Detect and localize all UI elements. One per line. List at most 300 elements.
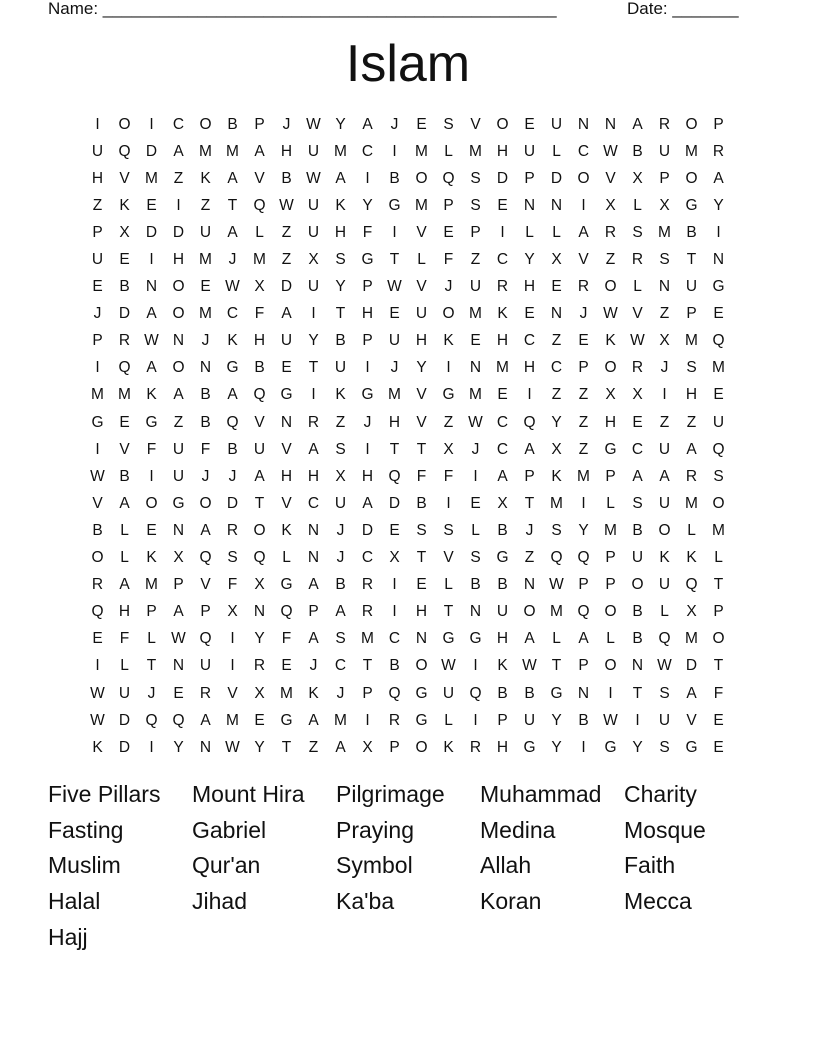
grid-letter[interactable]: C xyxy=(226,305,239,323)
grid-letter[interactable]: D xyxy=(118,738,131,756)
grid-letter[interactable]: K xyxy=(443,738,454,756)
grid-letter[interactable]: W xyxy=(549,576,564,594)
grid-letter[interactable]: E xyxy=(173,684,184,702)
grid-letter[interactable]: Y xyxy=(254,738,265,756)
grid-letter[interactable]: J xyxy=(390,359,399,377)
grid-letter[interactable]: I xyxy=(149,467,154,485)
grid-letter[interactable]: A xyxy=(308,576,319,594)
grid-letter[interactable]: O xyxy=(145,494,158,512)
grid-letter[interactable]: F xyxy=(281,630,292,648)
grid-letter[interactable]: U xyxy=(496,603,509,621)
grid-letter[interactable]: X xyxy=(632,386,643,404)
grid-letter[interactable]: D xyxy=(280,278,293,296)
grid-letter[interactable]: W xyxy=(603,142,618,160)
grid-letter[interactable]: O xyxy=(496,115,509,133)
grid-letter[interactable]: A xyxy=(281,305,292,323)
grid-letter[interactable]: M xyxy=(415,142,428,160)
grid-letter[interactable]: J xyxy=(201,467,210,485)
grid-letter[interactable]: V xyxy=(416,413,427,431)
grid-letter[interactable]: S xyxy=(335,630,346,648)
name-field[interactable]: Name: ________________________________________________ xyxy=(48,0,557,18)
grid-letter[interactable]: C xyxy=(496,251,509,269)
grid-letter[interactable]: B xyxy=(632,521,643,539)
grid-letter[interactable]: T xyxy=(362,657,373,675)
grid-letter[interactable]: V xyxy=(578,251,589,269)
grid-letter[interactable]: J xyxy=(147,684,156,702)
grid-letter[interactable]: I xyxy=(311,305,316,323)
grid-letter[interactable]: E xyxy=(713,738,724,756)
grid-letter[interactable]: R xyxy=(604,223,617,241)
grid-letter[interactable]: O xyxy=(604,359,617,377)
grid-letter[interactable]: A xyxy=(119,494,130,512)
grid-letter[interactable]: E xyxy=(524,305,535,323)
grid-letter[interactable]: N xyxy=(172,332,185,350)
grid-letter[interactable]: A xyxy=(227,223,238,241)
grid-letter[interactable]: F xyxy=(200,440,211,458)
grid-letter[interactable]: P xyxy=(686,305,697,323)
grid-letter[interactable]: U xyxy=(658,142,671,160)
grid-letter[interactable]: E xyxy=(497,196,508,214)
grid-letter[interactable]: Y xyxy=(254,630,265,648)
grid-letter[interactable]: K xyxy=(200,169,211,187)
grid-letter[interactable]: P xyxy=(362,278,373,296)
grid-letter[interactable]: L xyxy=(552,142,561,160)
grid-letter[interactable]: I xyxy=(149,251,154,269)
grid-letter[interactable]: U xyxy=(91,142,104,160)
grid-letter[interactable]: H xyxy=(172,251,185,269)
grid-letter[interactable]: O xyxy=(577,169,590,187)
grid-letter[interactable]: N xyxy=(307,549,320,567)
grid-letter[interactable]: L xyxy=(120,549,129,567)
grid-letter[interactable]: D xyxy=(550,169,563,187)
grid-letter[interactable]: X xyxy=(254,576,265,594)
grid-letter[interactable]: E xyxy=(389,521,400,539)
grid-letter[interactable]: C xyxy=(523,332,536,350)
grid-letter[interactable]: K xyxy=(146,386,157,404)
grid-letter[interactable]: P xyxy=(200,603,211,621)
grid-letter[interactable]: N xyxy=(172,657,185,675)
grid-letter[interactable]: O xyxy=(604,278,617,296)
grid-letter[interactable]: U xyxy=(307,223,320,241)
grid-letter[interactable]: M xyxy=(685,332,698,350)
grid-letter[interactable]: H xyxy=(496,142,509,160)
grid-letter[interactable]: A xyxy=(632,115,643,133)
grid-letter[interactable]: M xyxy=(334,142,347,160)
grid-letter[interactable]: B xyxy=(227,440,238,458)
grid-letter[interactable]: T xyxy=(335,305,346,323)
grid-letter[interactable]: U xyxy=(334,359,347,377)
grid-letter[interactable]: Y xyxy=(551,738,562,756)
grid-letter[interactable]: Z xyxy=(605,251,616,269)
grid-letter[interactable]: O xyxy=(253,521,266,539)
grid-letter[interactable]: I xyxy=(392,142,397,160)
grid-letter[interactable]: V xyxy=(281,440,292,458)
grid-letter[interactable]: G xyxy=(415,684,428,702)
grid-letter[interactable]: V xyxy=(281,494,292,512)
grid-letter[interactable]: E xyxy=(254,711,265,729)
grid-letter[interactable]: O xyxy=(172,305,185,323)
grid-letter[interactable]: A xyxy=(119,576,130,594)
grid-letter[interactable]: W xyxy=(279,196,294,214)
grid-letter[interactable]: L xyxy=(552,630,561,648)
grid-letter[interactable]: K xyxy=(92,738,103,756)
grid-letter[interactable]: M xyxy=(577,467,590,485)
grid-letter[interactable]: H xyxy=(280,467,293,485)
grid-letter[interactable]: I xyxy=(95,440,100,458)
grid-letter[interactable]: E xyxy=(470,332,481,350)
grid-letter[interactable]: M xyxy=(388,386,401,404)
grid-letter[interactable]: I xyxy=(149,115,154,133)
grid-letter[interactable]: M xyxy=(712,521,725,539)
grid-letter[interactable]: G xyxy=(604,738,617,756)
grid-letter[interactable]: P xyxy=(308,603,319,621)
grid-letter[interactable]: Z xyxy=(578,413,589,431)
grid-letter[interactable]: G xyxy=(172,494,185,512)
grid-letter[interactable]: B xyxy=(119,278,130,296)
grid-letter[interactable]: B xyxy=(524,684,535,702)
grid-letter[interactable]: A xyxy=(308,630,319,648)
grid-letter[interactable]: Z xyxy=(659,413,670,431)
grid-letter[interactable]: B xyxy=(200,386,211,404)
grid-letter[interactable]: A xyxy=(146,359,157,377)
grid-letter[interactable]: E xyxy=(146,196,157,214)
grid-letter[interactable]: J xyxy=(201,332,210,350)
grid-letter[interactable]: V xyxy=(416,223,427,241)
grid-letter[interactable]: H xyxy=(685,386,698,404)
grid-letter[interactable]: A xyxy=(227,169,238,187)
grid-letter[interactable]: Q xyxy=(280,603,293,621)
grid-letter[interactable]: I xyxy=(608,684,613,702)
grid-letter[interactable]: U xyxy=(658,711,671,729)
grid-letter[interactable]: R xyxy=(307,413,320,431)
grid-letter[interactable]: R xyxy=(631,359,644,377)
grid-letter[interactable]: J xyxy=(363,413,372,431)
grid-letter[interactable]: O xyxy=(415,169,428,187)
grid-letter[interactable]: H xyxy=(415,332,428,350)
grid-letter[interactable]: Z xyxy=(578,386,589,404)
grid-letter[interactable]: R xyxy=(91,576,104,594)
grid-letter[interactable]: E xyxy=(713,305,724,323)
grid-letter[interactable]: N xyxy=(658,278,671,296)
grid-letter[interactable]: K xyxy=(308,684,319,702)
grid-letter[interactable]: T xyxy=(686,251,697,269)
grid-letter[interactable]: N xyxy=(253,603,266,621)
grid-letter[interactable]: J xyxy=(228,467,237,485)
grid-letter[interactable]: Q xyxy=(253,196,266,214)
grid-letter[interactable]: E xyxy=(713,711,724,729)
grid-letter[interactable]: I xyxy=(527,386,532,404)
grid-letter[interactable]: T xyxy=(416,549,427,567)
grid-letter[interactable]: M xyxy=(145,576,158,594)
grid-letter[interactable]: Z xyxy=(686,413,697,431)
grid-letter[interactable]: B xyxy=(470,576,481,594)
grid-letter[interactable]: G xyxy=(388,196,401,214)
grid-letter[interactable]: T xyxy=(389,251,400,269)
grid-letter[interactable]: Q xyxy=(469,684,482,702)
grid-letter[interactable]: E xyxy=(119,413,130,431)
grid-letter[interactable]: I xyxy=(365,711,370,729)
grid-letter[interactable]: U xyxy=(415,305,428,323)
grid-letter[interactable]: I xyxy=(95,657,100,675)
grid-letter[interactable]: Y xyxy=(335,278,346,296)
grid-letter[interactable]: U xyxy=(307,278,320,296)
grid-letter[interactable]: V xyxy=(200,576,211,594)
grid-letter[interactable]: D xyxy=(118,305,131,323)
grid-letter[interactable]: A xyxy=(308,711,319,729)
grid-letter[interactable]: T xyxy=(389,440,400,458)
grid-letter[interactable]: T xyxy=(632,684,643,702)
grid-letter[interactable]: S xyxy=(632,494,643,512)
grid-letter[interactable]: W xyxy=(171,630,186,648)
grid-letter[interactable]: G xyxy=(361,251,374,269)
grid-letter[interactable]: L xyxy=(687,521,696,539)
grid-letter[interactable]: K xyxy=(335,386,346,404)
grid-letter[interactable]: N xyxy=(577,684,590,702)
grid-letter[interactable]: M xyxy=(253,251,266,269)
grid-letter[interactable]: E xyxy=(92,278,103,296)
grid-letter[interactable]: I xyxy=(581,738,586,756)
grid-letter[interactable]: L xyxy=(525,223,534,241)
grid-letter[interactable]: E xyxy=(416,576,427,594)
grid-letter[interactable]: H xyxy=(253,332,266,350)
grid-letter[interactable]: L xyxy=(714,549,723,567)
grid-letter[interactable]: F xyxy=(713,684,724,702)
grid-letter[interactable]: W xyxy=(441,657,456,675)
grid-letter[interactable]: M xyxy=(226,711,239,729)
grid-letter[interactable]: K xyxy=(686,549,697,567)
grid-letter[interactable]: S xyxy=(470,169,481,187)
grid-letter[interactable]: S xyxy=(335,251,346,269)
grid-letter[interactable]: N xyxy=(145,278,158,296)
grid-letter[interactable]: N xyxy=(469,603,482,621)
grid-letter[interactable]: Z xyxy=(524,549,535,567)
grid-letter[interactable]: M xyxy=(469,386,482,404)
grid-letter[interactable]: R xyxy=(496,278,509,296)
grid-letter[interactable]: Z xyxy=(92,196,103,214)
grid-letter[interactable]: V xyxy=(416,386,427,404)
grid-letter[interactable]: I xyxy=(500,223,505,241)
grid-letter[interactable]: Q xyxy=(172,711,185,729)
grid-letter[interactable]: B xyxy=(119,467,130,485)
grid-letter[interactable]: W xyxy=(90,467,105,485)
grid-letter[interactable]: Q xyxy=(253,549,266,567)
grid-letter[interactable]: O xyxy=(91,549,104,567)
grid-letter[interactable]: T xyxy=(416,440,427,458)
grid-letter[interactable]: T xyxy=(713,657,724,675)
grid-letter[interactable]: V xyxy=(443,549,454,567)
grid-letter[interactable]: R xyxy=(658,115,671,133)
grid-letter[interactable]: R xyxy=(118,332,131,350)
grid-letter[interactable]: A xyxy=(173,386,184,404)
grid-letter[interactable]: L xyxy=(444,576,453,594)
grid-letter[interactable]: Y xyxy=(335,115,346,133)
grid-letter[interactable]: N xyxy=(307,521,320,539)
grid-letter[interactable]: Z xyxy=(173,169,184,187)
grid-letter[interactable]: O xyxy=(118,115,131,133)
grid-letter[interactable]: U xyxy=(442,684,455,702)
grid-letter[interactable]: F xyxy=(443,467,454,485)
grid-letter[interactable]: E xyxy=(281,657,292,675)
grid-letter[interactable]: A xyxy=(362,115,373,133)
grid-letter[interactable]: R xyxy=(577,278,590,296)
grid-letter[interactable]: Q xyxy=(118,359,131,377)
grid-letter[interactable]: U xyxy=(469,278,482,296)
grid-letter[interactable]: Q xyxy=(199,549,212,567)
grid-letter[interactable]: E xyxy=(497,386,508,404)
grid-letter[interactable]: P xyxy=(362,684,373,702)
grid-letter[interactable]: U xyxy=(658,576,671,594)
grid-letter[interactable]: O xyxy=(685,115,698,133)
grid-letter[interactable]: V xyxy=(92,494,103,512)
grid-letter[interactable]: F xyxy=(146,440,157,458)
grid-letter[interactable]: U xyxy=(91,251,104,269)
grid-letter[interactable]: A xyxy=(524,630,535,648)
grid-letter[interactable]: X xyxy=(659,196,670,214)
grid-letter[interactable]: W xyxy=(144,332,159,350)
grid-letter[interactable]: B xyxy=(389,657,400,675)
grid-letter[interactable]: Z xyxy=(173,413,184,431)
grid-letter[interactable]: Y xyxy=(551,413,562,431)
grid-letter[interactable]: I xyxy=(95,359,100,377)
grid-letter[interactable]: Q xyxy=(145,711,158,729)
grid-letter[interactable]: A xyxy=(227,386,238,404)
grid-letter[interactable]: Q xyxy=(388,467,401,485)
grid-letter[interactable]: G xyxy=(91,413,104,431)
grid-letter[interactable]: Q xyxy=(199,630,212,648)
grid-letter[interactable]: G xyxy=(712,278,725,296)
grid-letter[interactable]: O xyxy=(604,603,617,621)
grid-letter[interactable]: M xyxy=(550,494,563,512)
grid-letter[interactable]: A xyxy=(713,169,724,187)
grid-letter[interactable]: J xyxy=(336,549,345,567)
grid-letter[interactable]: G xyxy=(226,359,239,377)
grid-letter[interactable]: Q xyxy=(550,549,563,567)
grid-letter[interactable]: B xyxy=(92,521,103,539)
grid-letter[interactable]: L xyxy=(120,657,129,675)
grid-letter[interactable]: I xyxy=(635,711,640,729)
grid-letter[interactable]: X xyxy=(254,278,265,296)
grid-letter[interactable]: B xyxy=(335,332,346,350)
grid-letter[interactable]: S xyxy=(686,359,697,377)
grid-letter[interactable]: I xyxy=(365,359,370,377)
grid-letter[interactable]: F xyxy=(227,576,238,594)
grid-letter[interactable]: N xyxy=(172,521,185,539)
grid-letter[interactable]: L xyxy=(633,196,642,214)
grid-letter[interactable]: Z xyxy=(470,251,481,269)
grid-letter[interactable]: G xyxy=(442,386,455,404)
grid-letter[interactable]: M xyxy=(199,305,212,323)
grid-letter[interactable]: S xyxy=(470,196,481,214)
grid-letter[interactable]: M xyxy=(199,142,212,160)
grid-letter[interactable]: O xyxy=(199,115,212,133)
grid-letter[interactable]: L xyxy=(444,142,453,160)
grid-letter[interactable]: Q xyxy=(442,169,455,187)
grid-letter[interactable]: C xyxy=(631,440,644,458)
grid-letter[interactable]: L xyxy=(147,630,156,648)
grid-letter[interactable]: X xyxy=(443,440,454,458)
grid-letter[interactable]: Y xyxy=(632,738,643,756)
grid-letter[interactable]: F xyxy=(119,630,130,648)
grid-letter[interactable]: Q xyxy=(118,142,131,160)
grid-letter[interactable]: Y xyxy=(578,521,589,539)
grid-letter[interactable]: G xyxy=(361,386,374,404)
grid-letter[interactable]: O xyxy=(685,169,698,187)
grid-letter[interactable]: I xyxy=(662,386,667,404)
grid-letter[interactable]: K xyxy=(281,521,292,539)
grid-letter[interactable]: I xyxy=(149,738,154,756)
grid-letter[interactable]: K xyxy=(497,657,508,675)
grid-letter[interactable]: X xyxy=(632,169,643,187)
grid-letter[interactable]: S xyxy=(443,521,454,539)
grid-letter[interactable]: N xyxy=(415,630,428,648)
grid-letter[interactable]: D xyxy=(685,657,698,675)
grid-letter[interactable]: J xyxy=(282,115,291,133)
grid-letter[interactable]: U xyxy=(685,278,698,296)
grid-letter[interactable]: P xyxy=(578,657,589,675)
grid-letter[interactable]: J xyxy=(579,305,588,323)
grid-letter[interactable]: H xyxy=(388,413,401,431)
grid-letter[interactable]: R xyxy=(712,142,725,160)
grid-letter[interactable]: Q xyxy=(658,630,671,648)
grid-letter[interactable]: N xyxy=(577,115,590,133)
grid-letter[interactable]: G xyxy=(604,440,617,458)
grid-letter[interactable]: E xyxy=(389,305,400,323)
grid-letter[interactable]: S xyxy=(659,738,670,756)
grid-letter[interactable]: K xyxy=(227,332,238,350)
grid-letter[interactable]: M xyxy=(469,142,482,160)
grid-letter[interactable]: I xyxy=(365,169,370,187)
grid-letter[interactable]: W xyxy=(387,278,402,296)
grid-letter[interactable]: Y xyxy=(713,196,724,214)
grid-letter[interactable]: J xyxy=(525,521,534,539)
grid-letter[interactable]: N xyxy=(550,196,563,214)
grid-letter[interactable]: U xyxy=(280,332,293,350)
grid-letter[interactable]: U xyxy=(253,440,266,458)
grid-letter[interactable]: Q xyxy=(253,386,266,404)
grid-letter[interactable]: K xyxy=(335,196,346,214)
grid-letter[interactable]: W xyxy=(90,684,105,702)
grid-letter[interactable]: L xyxy=(552,223,561,241)
grid-letter[interactable]: A xyxy=(335,738,346,756)
grid-letter[interactable]: C xyxy=(172,115,185,133)
grid-letter[interactable]: I xyxy=(311,386,316,404)
grid-letter[interactable]: U xyxy=(658,494,671,512)
grid-letter[interactable]: N xyxy=(604,115,617,133)
grid-letter[interactable]: H xyxy=(604,413,617,431)
grid-letter[interactable]: U xyxy=(172,467,185,485)
grid-letter[interactable]: P xyxy=(470,223,481,241)
grid-letter[interactable]: M xyxy=(145,169,158,187)
grid-letter[interactable]: I xyxy=(581,494,586,512)
grid-letter[interactable]: I xyxy=(473,711,478,729)
grid-letter[interactable]: V xyxy=(119,440,130,458)
grid-letter[interactable]: K xyxy=(119,196,130,214)
grid-letter[interactable]: S xyxy=(659,684,670,702)
grid-letter[interactable]: P xyxy=(254,115,265,133)
grid-letter[interactable]: M xyxy=(361,630,374,648)
grid-letter[interactable]: B xyxy=(389,169,400,187)
grid-letter[interactable]: N xyxy=(280,413,293,431)
grid-letter[interactable]: A xyxy=(686,684,697,702)
grid-letter[interactable]: B xyxy=(335,576,346,594)
grid-letter[interactable]: X xyxy=(659,332,670,350)
grid-letter[interactable]: D xyxy=(145,142,158,160)
grid-letter[interactable]: L xyxy=(417,251,426,269)
grid-letter[interactable]: M xyxy=(685,494,698,512)
grid-letter[interactable]: Q xyxy=(523,413,536,431)
grid-letter[interactable]: W xyxy=(630,332,645,350)
grid-letter[interactable]: O xyxy=(712,630,725,648)
